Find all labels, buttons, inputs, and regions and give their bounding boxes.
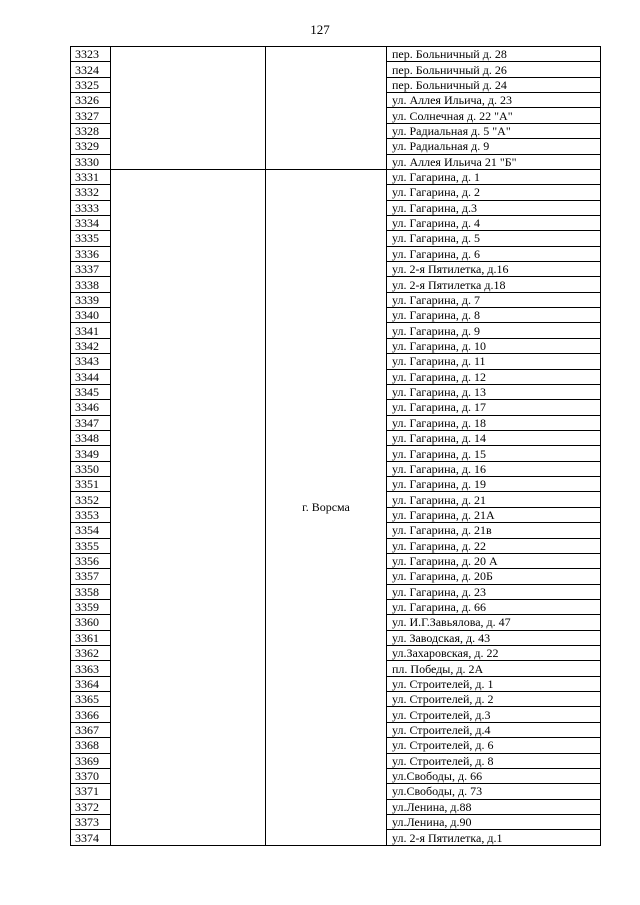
settlement-cell [266,47,387,170]
address-cell: ул. Аллея Ильича, д. 23 [387,93,601,108]
page-number: 127 [310,22,330,37]
row-number: 3330 [71,154,111,169]
row-number: 3338 [71,277,111,292]
row-number: 3358 [71,584,111,599]
row-number: 3337 [71,262,111,277]
row-number: 3340 [71,308,111,323]
table-row [71,47,601,62]
row-number: 3352 [71,492,111,507]
address-cell: ул. Солнечная д. 22 "А" [387,108,601,123]
row-number: 3359 [71,599,111,614]
address-cell: ул. Гагарина, д. 21А [387,507,601,522]
row-number: 3354 [71,523,111,538]
row-number: 3362 [71,646,111,661]
address-cell: ул. Гагарина, д. 16 [387,461,601,476]
row-number: 3334 [71,215,111,230]
address-cell: ул. Гагарина, д.3 [387,200,601,215]
address-cell: ул. Заводская, д. 43 [387,630,601,645]
address-cell: ул. Радиальная д. 5 "А" [387,123,601,138]
address-cell: пл. Победы, д. 2А [387,661,601,676]
district-cell [111,47,266,170]
row-number: 3349 [71,446,111,461]
row-number: 3350 [71,461,111,476]
address-cell: ул. Аллея Ильича 21 "Б" [387,154,601,169]
address-cell: ул. Гагарина, д. 21 [387,492,601,507]
address-cell: ул. Гагарина, д. 20Б [387,569,601,584]
address-table-body [71,47,601,846]
address-cell: ул. Гагарина, д. 19 [387,477,601,492]
address-cell: ул. Гагарина, д. 21в [387,523,601,538]
row-number: 3341 [71,323,111,338]
row-number: 3374 [71,830,111,845]
row-number: 3357 [71,569,111,584]
address-cell: ул. Гагарина, д. 20 А [387,553,601,568]
address-cell: ул. Гагарина, д. 6 [387,246,601,261]
address-cell: ул. Гагарина, д. 14 [387,430,601,445]
address-cell: ул.Захаровская, д. 22 [387,646,601,661]
row-number: 3351 [71,477,111,492]
row-number: 3363 [71,661,111,676]
row-number: 3331 [71,169,111,184]
settlement-name: г. Ворсма [266,169,387,845]
address-cell: ул. Строителей, д. 8 [387,753,601,768]
row-number: 3368 [71,738,111,753]
address-cell: ул. Гагарина, д. 18 [387,415,601,430]
table-row [71,169,601,184]
address-cell: ул. Гагарина, д. 23 [387,584,601,599]
address-cell: ул. Строителей, д.3 [387,707,601,722]
address-cell: ул. Гагарина, д. 1 [387,169,601,184]
row-number: 3348 [71,430,111,445]
address-cell: ул.Свободы, д. 73 [387,784,601,799]
row-number: 3328 [71,123,111,138]
address-cell: ул. Радиальная д. 9 [387,139,601,154]
address-table [70,46,601,846]
row-number: 3367 [71,722,111,737]
address-cell: ул. Гагарина, д. 9 [387,323,601,338]
address-cell: ул. Строителей, д. 2 [387,692,601,707]
row-number: 3324 [71,62,111,77]
address-cell: ул. 2-я Пятилетка д.18 [387,277,601,292]
address-cell: ул. И.Г.Завьялова, д. 47 [387,615,601,630]
row-number: 3365 [71,692,111,707]
address-cell: пер. Больничный д. 26 [387,62,601,77]
address-cell: ул. Гагарина, д. 15 [387,446,601,461]
address-cell: ул. Строителей, д. 6 [387,738,601,753]
row-number: 3336 [71,246,111,261]
row-number: 3356 [71,553,111,568]
row-number: 3345 [71,384,111,399]
row-number: 3332 [71,185,111,200]
row-number: 3361 [71,630,111,645]
row-number: 3342 [71,338,111,353]
row-number: 3339 [71,292,111,307]
row-number: 3360 [71,615,111,630]
address-cell: ул. Гагарина, д. 66 [387,599,601,614]
address-cell: ул. Строителей, д. 1 [387,676,601,691]
address-cell: ул.Ленина, д.88 [387,799,601,814]
row-number: 3355 [71,538,111,553]
row-number: 3326 [71,93,111,108]
row-number: 3325 [71,77,111,92]
row-number: 3333 [71,200,111,215]
row-number: 3344 [71,369,111,384]
address-cell: ул. Гагарина, д. 8 [387,308,601,323]
address-cell: ул. Строителей, д.4 [387,722,601,737]
row-number: 3373 [71,814,111,829]
row-number: 3353 [71,507,111,522]
row-number: 3343 [71,354,111,369]
row-number: 3347 [71,415,111,430]
row-number: 3366 [71,707,111,722]
address-cell: ул.Ленина, д.90 [387,814,601,829]
address-cell: ул. Гагарина, д. 12 [387,369,601,384]
address-cell: ул. Гагарина, д. 5 [387,231,601,246]
row-number: 3327 [71,108,111,123]
address-cell: ул. 2-я Пятилетка, д.16 [387,262,601,277]
address-cell: пер. Больничный д. 28 [387,47,601,62]
address-cell: ул. Гагарина, д. 11 [387,354,601,369]
address-cell: ул. Гагарина, д. 10 [387,338,601,353]
address-cell: пер. Больничный д. 24 [387,77,601,92]
row-number: 3370 [71,768,111,783]
row-number: 3323 [71,47,111,62]
address-cell: ул.Свободы, д. 66 [387,768,601,783]
district-cell [111,169,266,845]
address-cell: ул. Гагарина, д. 13 [387,384,601,399]
address-cell: ул. Гагарина, д. 2 [387,185,601,200]
row-number: 3346 [71,400,111,415]
row-number: 3364 [71,676,111,691]
address-cell: ул. Гагарина, д. 7 [387,292,601,307]
row-number: 3369 [71,753,111,768]
row-number: 3335 [71,231,111,246]
row-number: 3329 [71,139,111,154]
address-cell: ул. Гагарина, д. 4 [387,215,601,230]
address-cell: ул. Гагарина, д. 17 [387,400,601,415]
row-number: 3371 [71,784,111,799]
address-cell: ул. Гагарина, д. 22 [387,538,601,553]
address-cell: ул. 2-я Пятилетка, д.1 [387,830,601,845]
row-number: 3372 [71,799,111,814]
